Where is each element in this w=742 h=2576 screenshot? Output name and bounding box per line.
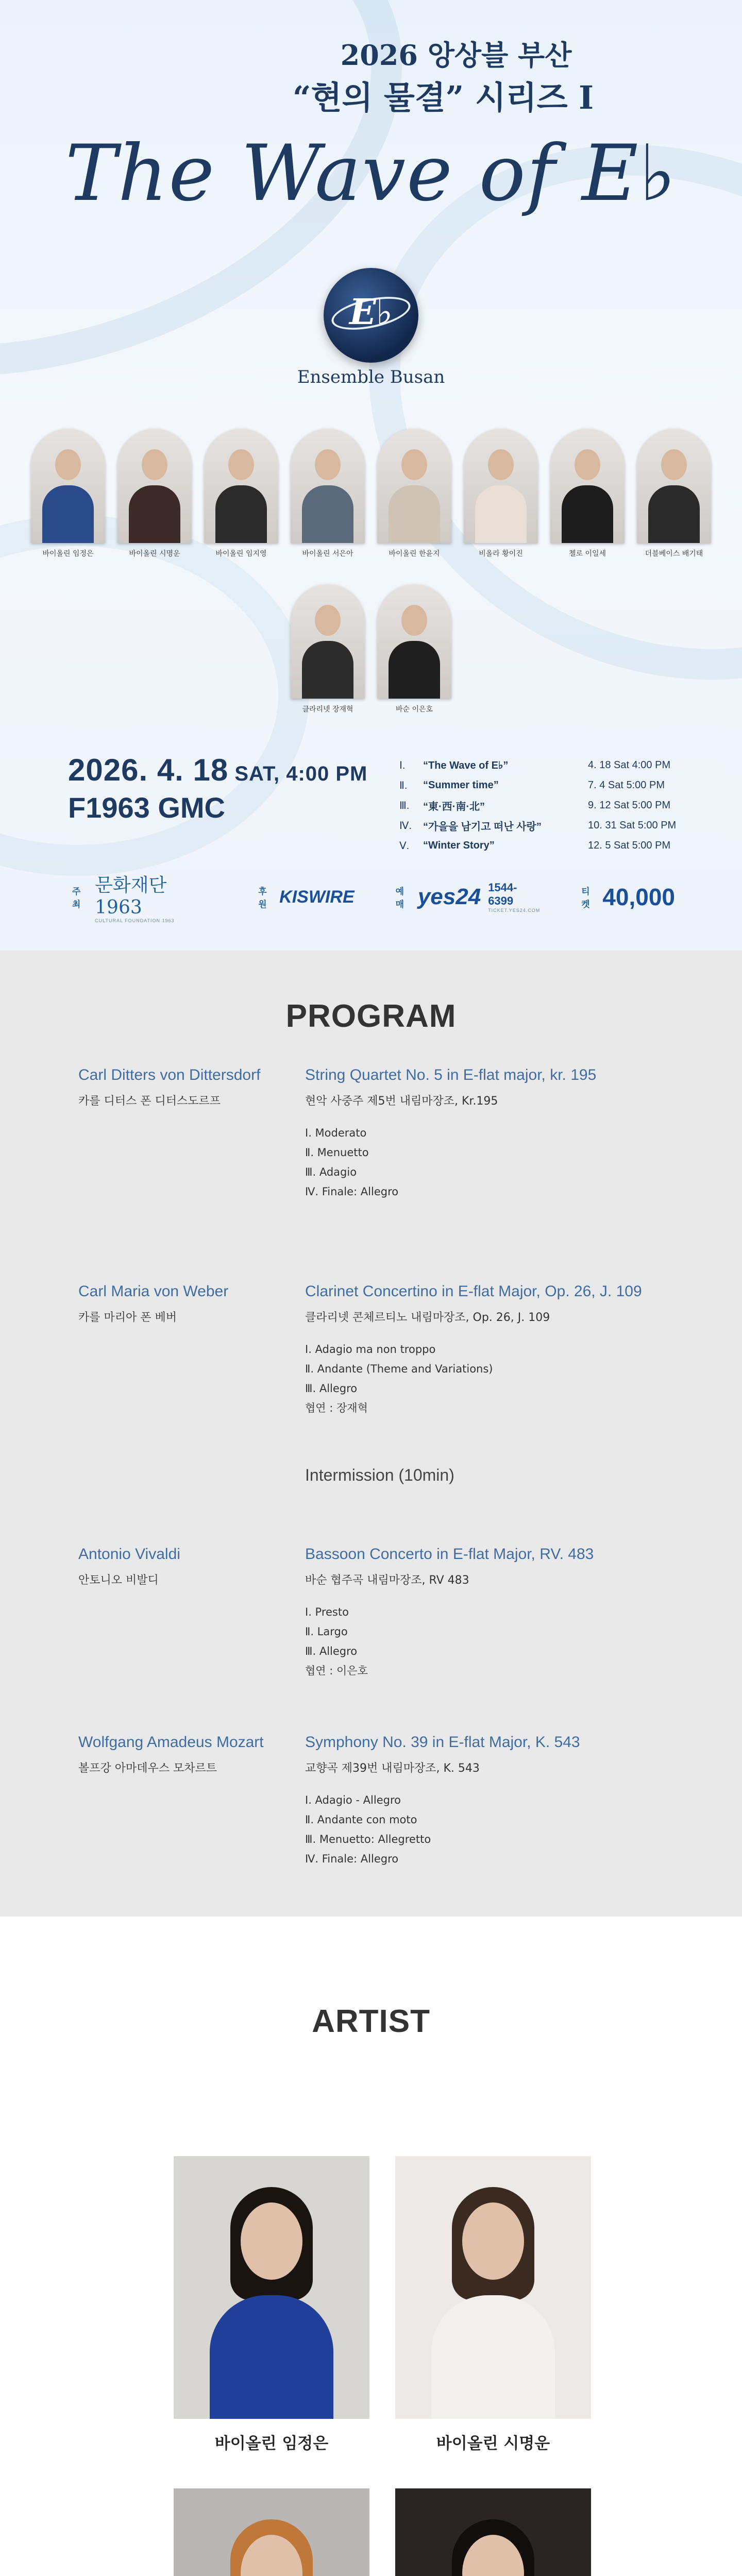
musician-photo (31, 429, 105, 543)
program-heading: PROGRAM (285, 998, 457, 1034)
musician-row (31, 429, 716, 558)
support-label: 후원 (258, 887, 267, 909)
musician-attire (389, 641, 440, 699)
musician-name: 바이올린 서은아 (302, 550, 353, 558)
musician-photo (204, 429, 278, 543)
musician-face (315, 449, 341, 480)
movement-item: Ⅱ. Andante (Theme and Variations) (305, 1363, 493, 1375)
artist-attire (210, 2295, 333, 2419)
artist-face (241, 2202, 302, 2280)
kiswire-logo: KISWIRE (279, 887, 355, 907)
booking-url: TICKET.YES24.COM (488, 908, 541, 913)
yes24-logo: yes24 (417, 884, 481, 909)
ticket-price: 40,000 (602, 884, 675, 910)
musician-card (291, 584, 365, 714)
artist-section (0, 1917, 742, 2576)
program-section (0, 951, 742, 1917)
host-logo-text: 문화재단 1963 (95, 875, 167, 918)
artist-card (395, 2156, 591, 2453)
series-date: 7. 4 Sat 5:00 PM (588, 779, 665, 791)
series-title: “The Wave of E♭” (423, 760, 509, 771)
musician-face (142, 449, 167, 480)
musician-photo (377, 429, 451, 543)
series-row (399, 795, 688, 816)
musician-card (291, 429, 365, 558)
movement-item: Ⅰ. Adagio ma non troppo (305, 1343, 436, 1355)
artist-attire (431, 2295, 555, 2419)
series-number: Ⅰ. (399, 760, 406, 771)
artist-photo (174, 2488, 369, 2576)
series-date: 12. 5 Sat 5:00 PM (588, 840, 671, 851)
musician-face (55, 449, 81, 480)
series-number: Ⅱ. (399, 780, 408, 791)
movement-list (305, 1340, 493, 1418)
movement-item: Ⅳ. Finale: Allegro (305, 1185, 399, 1198)
series-schedule (399, 755, 688, 856)
work-title-en: Clarinet Concertino in E-flat Major, Op. 26, J. 109 (305, 1283, 642, 1300)
musician-card (550, 429, 625, 558)
work-title-ko: 교향곡 제39번 내림마장조, K. 543 (305, 1762, 480, 1775)
series-row (399, 836, 688, 856)
booking-label: 예매 (395, 887, 404, 909)
artist-name: 바이올린 임정은 (214, 2434, 329, 2453)
musician-face (488, 449, 514, 480)
musician-attire (42, 485, 94, 543)
musician-name: 클라리넷 장재혁 (302, 705, 353, 714)
work-title-en: Bassoon Concerto in E-flat Major, RV. 483 (305, 1546, 594, 1563)
movement-item: Ⅰ. Adagio - Allegro (305, 1794, 401, 1806)
musician-card (31, 429, 105, 558)
musician-photo (291, 429, 365, 543)
musician-name: 첼로 이일세 (568, 550, 606, 558)
movement-item: Ⅰ. Presto (305, 1606, 349, 1618)
artist-face (462, 2202, 524, 2280)
musician-attire (215, 485, 267, 543)
musician-photo (377, 584, 451, 699)
musician-photo (637, 429, 711, 543)
work-title-en: Symphony No. 39 in E-flat Major, K. 543 (305, 1734, 580, 1751)
movement-item: Ⅲ. Menuetto: Allegretto (305, 1833, 431, 1845)
movement-list (305, 1790, 431, 1869)
musician-attire (562, 485, 613, 543)
musician-lineup (31, 429, 716, 714)
concert-series-title: 2026 앙상블 부산 (340, 39, 572, 72)
musician-name: 비올라 황이진 (479, 550, 523, 558)
musician-card (464, 429, 538, 558)
date-text: 2026. 4. 18 (68, 753, 229, 787)
movement-item: 협연 : 장재혁 (305, 1402, 368, 1414)
artist-photo (395, 2156, 591, 2419)
work-title-en: String Quartet No. 5 in E-flat major, kr. 195 (305, 1066, 597, 1083)
movement-list (305, 1602, 368, 1681)
musician-attire (648, 485, 700, 543)
concert-title: The Wave of E♭ (65, 129, 677, 218)
booking-group (396, 881, 541, 913)
series-number: Ⅲ. (399, 800, 410, 811)
series-date: 4. 18 Sat 4:00 PM (588, 759, 671, 771)
musician-card (377, 584, 451, 714)
work-title-ko: 바순 협주곡 내림마장조, RV 483 (305, 1574, 469, 1587)
series-number: Ⅴ. (399, 840, 410, 852)
movement-item: Ⅳ. Finale: Allegro (305, 1853, 399, 1865)
musician-photo (464, 429, 538, 543)
composer-name-en: Wolfgang Amadeus Mozart (78, 1734, 264, 1751)
musician-face (661, 449, 687, 480)
musician-name: 바이올린 임정은 (42, 550, 94, 558)
artist-photo (395, 2488, 591, 2576)
series-row (399, 816, 688, 836)
musician-card (117, 429, 192, 558)
composer-name-ko: 볼프강 아마데우스 모차르트 (78, 1762, 217, 1775)
musician-name: 더블베이스 배기태 (645, 550, 703, 558)
series-date: 10. 31 Sat 5:00 PM (588, 820, 677, 831)
composer-name-ko: 카를 마리아 폰 베버 (78, 1311, 177, 1324)
musician-attire (302, 485, 353, 543)
musician-photo (550, 429, 625, 543)
work-title-ko: 클라리넷 콘체르티노 내림마장조, Op. 26, J. 109 (305, 1311, 550, 1324)
musician-attire (475, 485, 527, 543)
musician-row (31, 584, 711, 714)
booking-phone: 1544-6399 (488, 881, 517, 907)
musician-card (637, 429, 711, 558)
series-title: “Summer time” (423, 779, 499, 791)
series-date: 9. 12 Sat 5:00 PM (588, 800, 671, 811)
musician-card (377, 429, 451, 558)
artist-heading: ARTIST (312, 2004, 430, 2039)
logo-text: E♭ (349, 292, 393, 333)
artist-card (174, 2156, 369, 2453)
composer-name-ko: 안토니오 비발디 (78, 1574, 159, 1587)
musician-attire (302, 641, 353, 699)
musician-face (401, 605, 427, 636)
series-title: “가을을 남기고 떠난 사랑” (423, 821, 542, 833)
concert-series-subtitle: “현의 물결” 시리즈 Ⅰ (292, 79, 594, 116)
ensemble-logo (324, 268, 418, 363)
musician-photo (117, 429, 192, 543)
host-group (72, 871, 217, 923)
musician-name: 바이올린 한윤지 (389, 550, 440, 558)
composer-name-en: Carl Ditters von Dittersdorf (78, 1066, 261, 1083)
composer-name-ko: 카를 디터스 폰 디터스도르프 (78, 1095, 221, 1108)
day-time-text: SAT, 4:00 PM (228, 762, 368, 785)
movement-item: Ⅲ. Allegro (305, 1382, 358, 1395)
hero-poster (0, 0, 742, 951)
ensemble-name: Ensemble Busan (297, 367, 445, 387)
artist-card (395, 2488, 591, 2576)
artist-card (174, 2488, 369, 2576)
host-logo-subtext: CULTURAL FOUNDATION 1963 (95, 918, 175, 923)
musician-name: 바순 이은호 (395, 705, 433, 714)
movement-item: Ⅱ. Andante con moto (305, 1814, 417, 1826)
composer-name-en: Carl Maria von Weber (78, 1283, 229, 1300)
host-label: 주최 (72, 887, 81, 909)
movement-item: Ⅰ. Moderato (305, 1127, 367, 1139)
musician-face (228, 449, 254, 480)
support-group (258, 884, 354, 910)
musician-name: 바이올린 시명운 (129, 550, 180, 558)
series-row (399, 755, 688, 775)
musician-photo (291, 584, 365, 699)
movement-item: 협연 : 이은호 (305, 1665, 368, 1677)
venue-text: F1963 GMC (68, 791, 225, 824)
series-number: Ⅳ. (399, 820, 412, 832)
ticket-group (581, 883, 675, 911)
intermission-text: Intermission (10min) (305, 1466, 454, 1484)
movement-item: Ⅱ. Menuetto (305, 1146, 369, 1159)
composer-name-en: Antonio Vivaldi (78, 1546, 180, 1563)
musician-face (575, 449, 600, 480)
series-title: “東·西·南·北” (423, 801, 485, 812)
movement-item: Ⅲ. Adagio (305, 1166, 357, 1178)
series-title: “Winter Story” (423, 840, 495, 851)
movement-item: Ⅲ. Allegro (305, 1645, 358, 1657)
musician-face (315, 605, 341, 636)
work-title-ko: 현악 사중주 제5번 내림마장조, Kr.195 (305, 1095, 498, 1108)
musician-name: 바이올린 임지영 (215, 550, 267, 558)
musician-face (401, 449, 427, 480)
artist-name: 바이올린 시명운 (436, 2434, 550, 2453)
movement-list (305, 1123, 398, 1201)
musician-attire (129, 485, 180, 543)
movement-item: Ⅱ. Largo (305, 1625, 348, 1638)
series-row (399, 775, 688, 795)
concert-date (68, 752, 367, 824)
sponsor-bar (72, 871, 675, 923)
musician-attire (389, 485, 440, 543)
artist-photo (174, 2156, 369, 2419)
ticket-label: 티켓 (581, 887, 590, 909)
musician-card (204, 429, 278, 558)
